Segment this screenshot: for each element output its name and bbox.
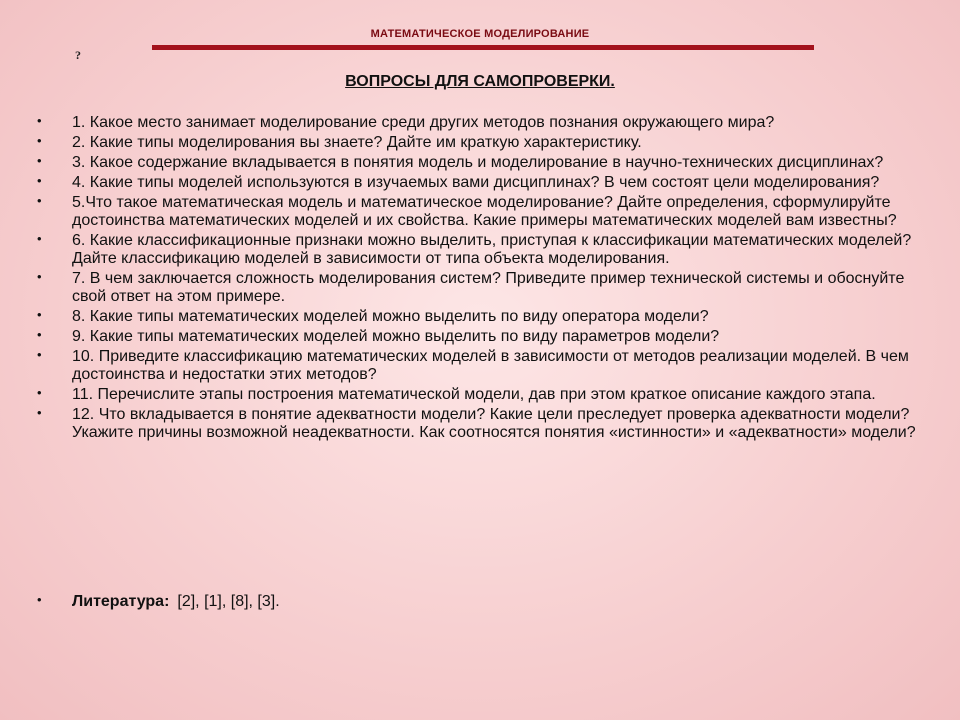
question-item [37, 328, 917, 346]
question-item [37, 270, 917, 306]
bullet-icon: • [37, 405, 42, 420]
literature-line [37, 593, 280, 611]
bullet-icon: • [37, 307, 42, 322]
bullet-icon: • [37, 173, 42, 188]
question-item [37, 232, 917, 268]
question-text: 7. В чем заключается сложность моделирования систем? Приведите пример технической системы и обоснуйте свой ответ на этом примере. [72, 270, 905, 305]
question-text: 11. Перечислите этапы построения математической модели, дав при этом краткое описание каждого этапа. [72, 386, 876, 403]
question-text: 9. Какие типы математических моделей можно выделить по виду параметров модели? [72, 328, 720, 345]
question-text: 2. Какие типы моделирования вы знаете? Дайте им краткую характеристику. [72, 134, 642, 151]
literature-label: Литература: [72, 593, 170, 610]
bullet-icon: • [37, 327, 42, 342]
question-text: 4. Какие типы моделей используются в изучаемых вами дисциплинах? В чем состоят цели моделирования? [72, 174, 880, 191]
literature-refs: [2], [1], [8], [3]. [177, 593, 280, 610]
header-title: МАТЕМАТИЧЕСКОЕ МОДЕЛИРОВАНИЕ [370, 28, 590, 40]
question-text: 1. Какое место занимает моделирование среди других методов познания окружающего мира? [72, 114, 775, 131]
question-item [37, 174, 917, 192]
question-item [37, 386, 917, 404]
question-text: 10. Приведите классификацию математических моделей в зависимости от методов реализации моделей. В чем достоинства и недостатки этих методов? [72, 348, 909, 383]
bullet-icon: • [37, 153, 42, 168]
bullet-icon: • [37, 231, 42, 246]
bullet-icon: • [37, 269, 42, 284]
bullet-icon: • [37, 133, 42, 148]
question-item [37, 406, 917, 442]
question-mark: ? [75, 48, 81, 62]
question-item [37, 194, 917, 230]
question-text: 12. Что вкладывается в понятие адекватности модели? Какие цели преследует проверка адекватности модели? Укажите причины возможной неадекватности. Как соотносятся понятия «истинности» и «адекватности» модели? [72, 406, 916, 441]
section-title: ВОПРОСЫ ДЛЯ САМОПРОВЕРКИ. [345, 73, 615, 90]
bullet-icon: • [37, 113, 42, 128]
bullet-icon: • [37, 592, 42, 607]
question-item [37, 348, 917, 384]
question-item [37, 308, 917, 326]
bullet-icon: • [37, 385, 42, 400]
question-text: 3. Какое содержание вкладывается в понятия модель и моделирование в научно-технических дисциплинах? [72, 154, 884, 171]
question-text: 5.Что такое математическая модель и математическое моделирование? Дайте определения, сформулируйте достоинства математических моделей и их свойства. Какие примеры математических моделей вам известны? [72, 194, 897, 229]
bullet-icon: • [37, 347, 42, 362]
question-text: 8. Какие типы математических моделей можно выделить по виду оператора модели? [72, 308, 709, 325]
question-item [37, 154, 917, 172]
header-divider [152, 45, 814, 50]
question-item [37, 134, 917, 152]
question-item [37, 114, 917, 132]
bullet-icon: • [37, 193, 42, 208]
question-text: 6. Какие классификационные признаки можно выделить, приступая к классификации математических моделей? Дайте классификацию моделей в зависимости от типа объекта моделирования. [72, 232, 912, 267]
questions-list [37, 114, 917, 444]
